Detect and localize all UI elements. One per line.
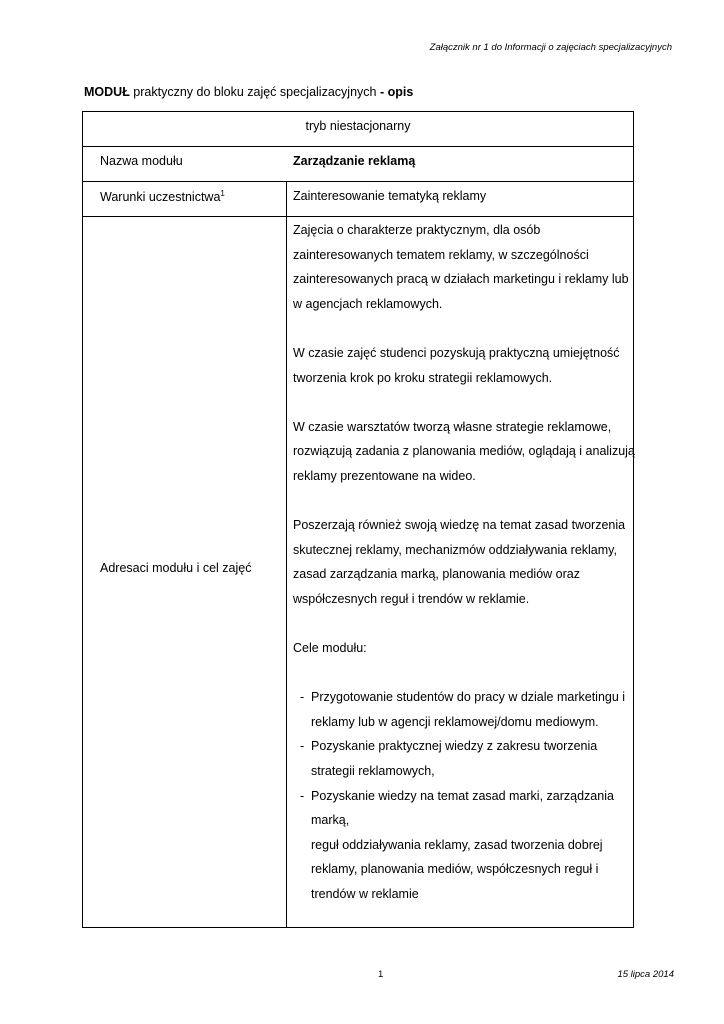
description-line: zainteresowanych pracą w działach marketingu i reklamy lub (293, 272, 629, 287)
audience-label: Adresaci modułu i cel zajęć (100, 561, 252, 575)
description-line: rozwiązują zadania z planowania mediów, oglądają i analizują (293, 444, 635, 459)
audience-description (293, 218, 635, 907)
dash-bullet: - (300, 690, 305, 705)
goal-line: trendów w reklamie (311, 887, 419, 902)
description-line: reklamy prezentowane na wideo. (293, 468, 476, 483)
description-line: Cele modułu: (293, 641, 367, 656)
page-number: 1 (378, 969, 384, 980)
description-line: skutecznej reklamy, mechanizmów oddziaływania reklamy, (293, 542, 617, 557)
goal-line: Pozyskanie praktycznej wiedzy z zakresu tworzenia (311, 739, 598, 754)
conditions-label-text: Warunki uczestnictwa (100, 190, 221, 205)
study-mode-cell: tryb niestacjonarny (305, 119, 411, 133)
footnote-marker: 1 (220, 189, 225, 198)
module-name-label: Nazwa modułu (100, 154, 183, 168)
footer-date: 15 lipca 2014 (617, 969, 674, 980)
description-line: współczesnych reguł i trendów w reklamie. (293, 591, 530, 606)
row-divider (83, 181, 633, 182)
description-line: Poszerzają również swoją wiedzę na temat zasad tworzenia (293, 518, 626, 533)
goal-item (293, 734, 629, 783)
column-divider (286, 181, 287, 927)
description-paragraph (293, 218, 629, 316)
module-name-value: Zarządzanie reklamą (293, 154, 416, 168)
goals-list (293, 685, 629, 906)
goal-line: marką, (311, 813, 350, 828)
description-line: tworzenia krok po kroku strategii reklamowych. (293, 370, 553, 385)
description-paragraph (293, 415, 635, 489)
row-divider (83, 216, 633, 217)
description-line: W czasie zajęć studenci pozyskują praktyczną umiejętność (293, 345, 620, 360)
description-paragraph (293, 341, 629, 390)
description-line: w agencjach reklamowych. (293, 296, 443, 311)
title-middle-text: praktyczny do bloku zajęć specjalizacyjnych (129, 85, 380, 99)
goal-line: reguł oddziaływania reklamy, zasad tworzenia dobrej (311, 837, 603, 852)
conditions-label (100, 189, 225, 204)
title-module-word: MODUŁ (84, 85, 130, 99)
goal-line: Przygotowanie studentów do pracy w dziale marketingu i (311, 690, 626, 705)
goal-line: strategii reklamowych, (311, 764, 435, 779)
goal-item (293, 685, 629, 734)
row-divider (83, 146, 633, 147)
title-description-word: - opis (379, 85, 414, 99)
attachment-note: Załącznik nr 1 do Informacji o zajęciach specjalizacyjnych (429, 42, 672, 53)
description-line: W czasie warsztatów tworzą własne strategie reklamowe, (293, 419, 612, 434)
goal-line: reklamy lub w agencji reklamowej/domu mediowym. (311, 714, 599, 729)
dash-bullet: - (300, 788, 305, 803)
goal-line: reklamy, planowania mediów, współczesnych reguł i (311, 862, 599, 877)
module-table (82, 111, 634, 928)
description-line: Zajęcia o charakterze praktycznym, dla osób (293, 223, 541, 237)
description-line: zainteresowanych tematem reklamy, w szczególności (293, 247, 589, 262)
conditions-value: Zainteresowanie tematyką reklamy (293, 189, 487, 203)
goal-item (293, 784, 629, 907)
dash-bullet: - (300, 739, 305, 754)
goal-line: Pozyskanie wiedzy na temat zasad marki, zarządzania (311, 788, 614, 803)
document-title (84, 85, 413, 99)
description-paragraph (293, 513, 629, 611)
goals-heading (293, 636, 629, 661)
description-line: zasad zarządzania marką, planowania mediów oraz (293, 567, 580, 582)
